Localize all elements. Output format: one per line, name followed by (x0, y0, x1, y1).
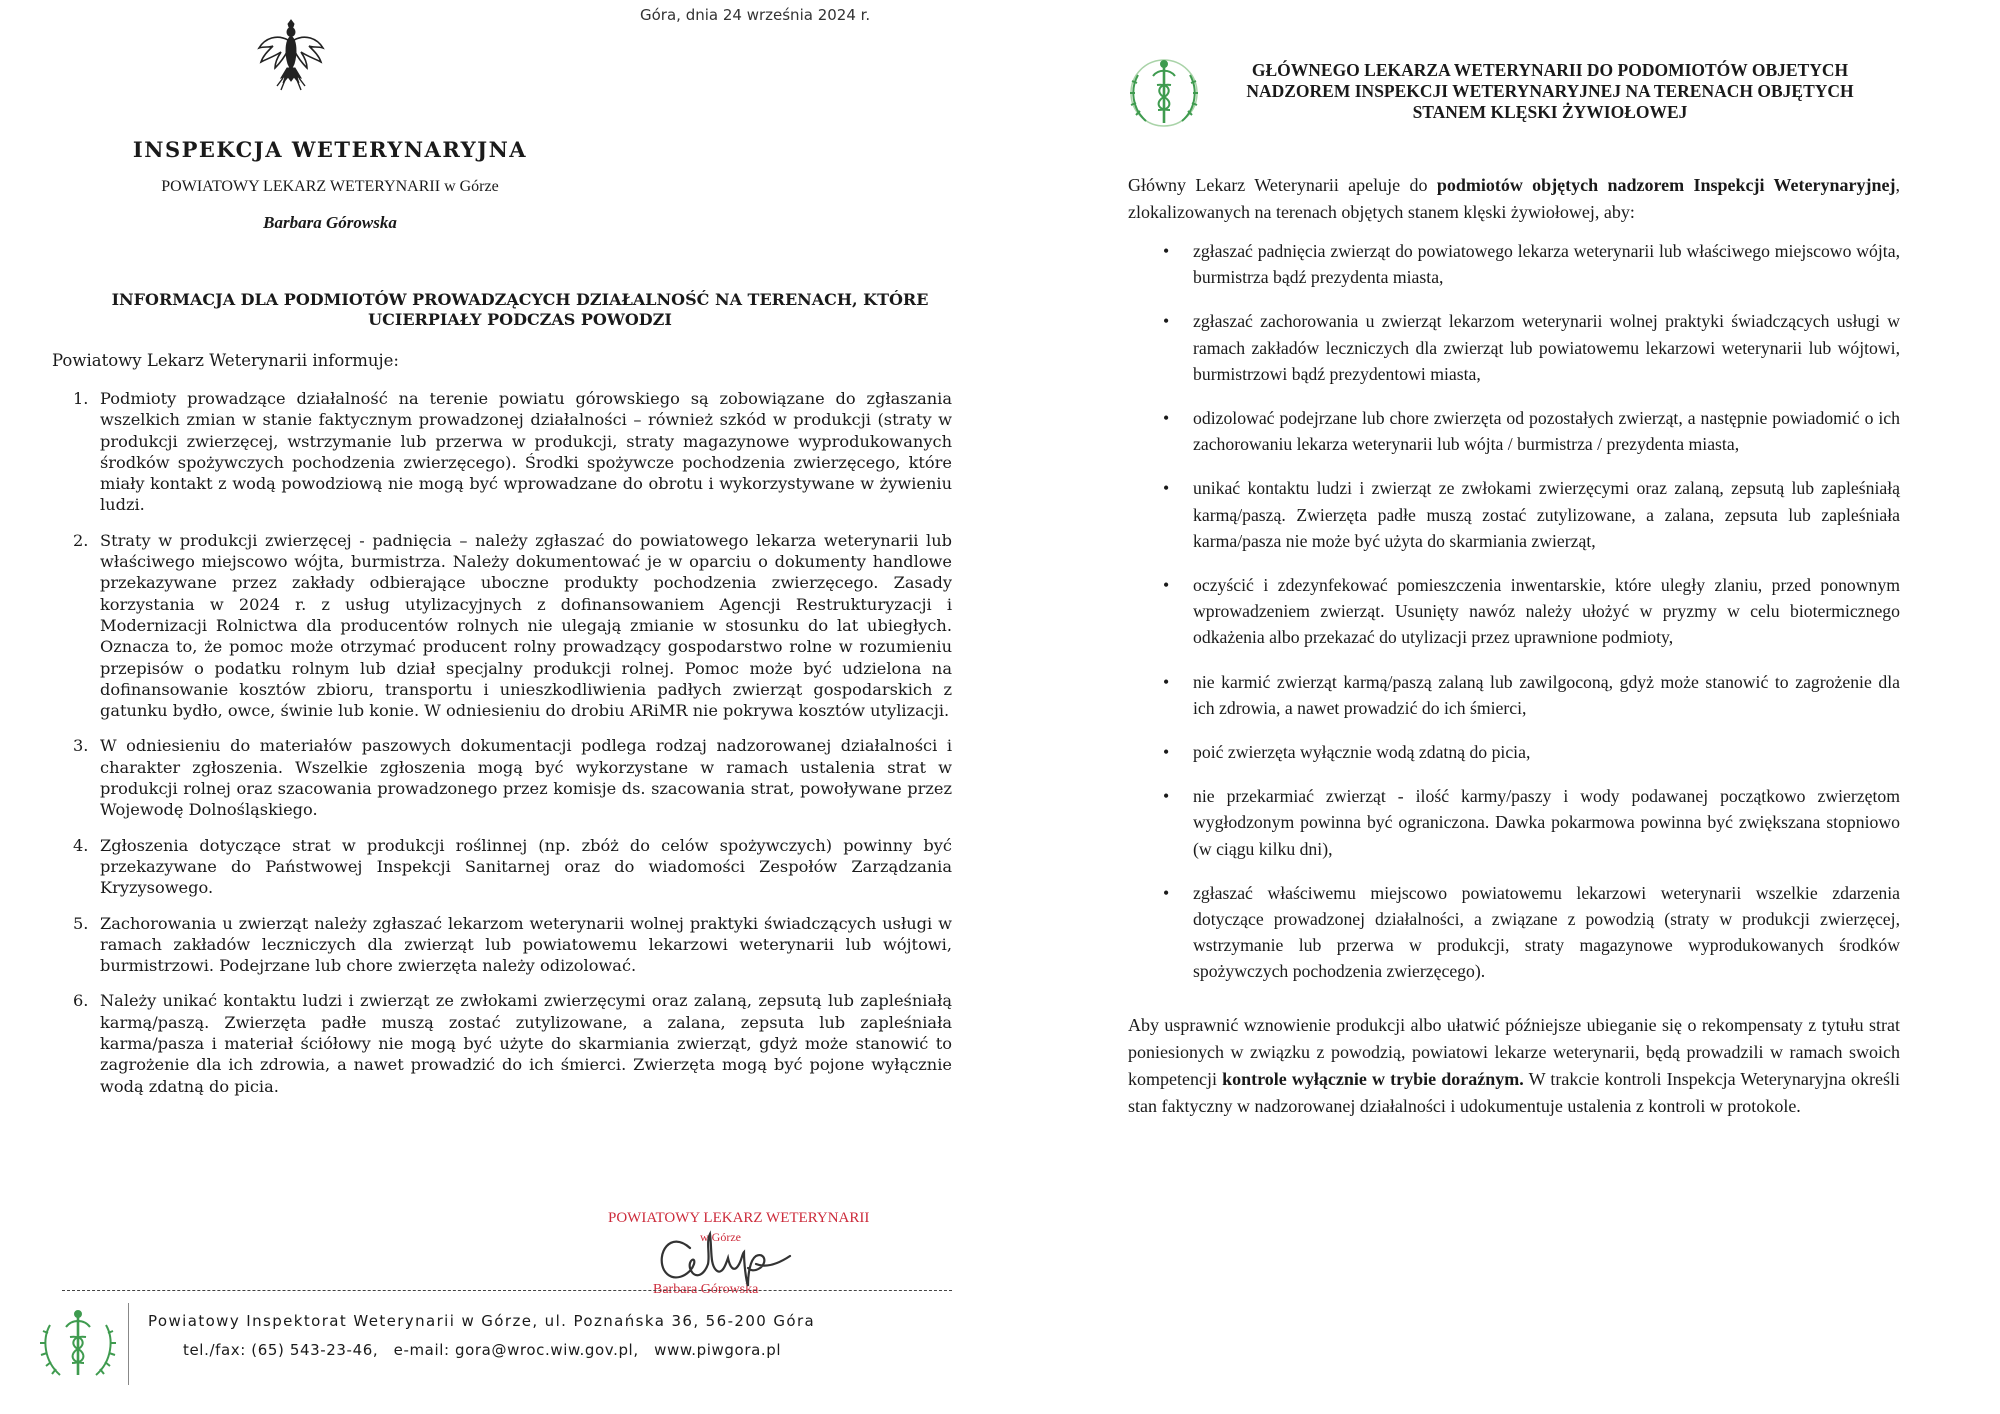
item-text: Należy unikać kontaktu ludzi i zwierząt ze zwłokami zwierzęcymi oraz zalaną, zepsutą lub zapleśniałą karmą/paszą. Zwierzęta padłe muszą zostać zutylizowane, a zalana, zepsuta lub zapleśniała karma/pasza i materiał ściółowy nie mogą być użyte do skarmiania zwierząt, gdyż może stanowić to zagrożenie dla ich zdrowia, a nawet prowadzić do ich śmierci. Zwierzęta mogą być pojone wyłącznie wodą zdatną do picia. (100, 991, 952, 1096)
bullet-item: • zgłaszać właściwemu miejscowo powiatowemu lekarzowi weterynarii wszelkie zdarzenia dotyczące prowadzonej działalności, a związane z powodzią (straty w produkcji zwierzęcej, wstrzymanie lub przerwa w produkcji, straty magazynowe wyprodukowanych środków spożywczych pochodzenia zwierzęcego). (1193, 880, 1900, 985)
closing-start: Aby usprawnić wznowienie produkcji albo ułatwić późniejsze ubieganie się o rekompensaty z tytułu strat poniesionych w związku z powodzią, powiatowi lekarze weterynarii, będą prowadzili w ramach swoich kompetencji (1128, 1015, 1900, 1089)
bullet-item: • nie przekarmiać zwierząt - ilość karmy/paszy i wody podawanej początkowo zwierzętom wygłodzonym powinna być ograniczona. Dawka pokarmowa powinna być zwiększana stopniowo (w ciągu kilku dni), (1193, 783, 1900, 862)
numbered-list (73, 388, 952, 1111)
list-item (73, 835, 952, 899)
intro-bold: podmiotów objętych nadzorem Inspekcji Weterynaryjnej (1436, 175, 1896, 195)
intro-start: Główny Lekarz Weterynarii apeluje do (1128, 175, 1437, 195)
list-item (73, 990, 952, 1096)
stamp-line-2: w Górze (700, 1230, 741, 1244)
stamp-line-3: Barbara Górowska (653, 1282, 759, 1297)
footer-email[interactable]: e-mail: gora@wroc.wiw.gov.pl, (393, 1341, 639, 1359)
list-item (73, 735, 952, 820)
official-stamp (608, 1210, 870, 1300)
footer-divider (62, 1290, 952, 1291)
bullet-item: • zgłaszać zachorowania u zwierząt lekarzom weterynarii wolnej praktyki świadczących usługi w ramach zakładów leczniczych dla zwierząt lub powiatowemu lekarzowi weterynarii lub wójtowi, burmistrzowi bądź prezydentowi miasta, (1193, 308, 1900, 387)
appeal-intro (1128, 172, 1900, 226)
item-text: Straty w produkcji zwierzęcej - padnięcia – należy zgłaszać do powiatowego lekarza weterynarii lub właściwego miejscowo wójta, burmistrza. Należy dokumentować je w oparciu o dokumenty handlowe przekazywane przez zakłady odbierające uboczne produkty pochodzenia zwierzęcego. Zasady korzystania w 2024 r. z usług utylizacyjnych z dofinansowaniem Agencji Restrukturyzacji i Modernizacji Rolnictwa dla producentów rolnych nie ulegają zmianie w stosunku do lat ubiegłych. Oznacza to, że pomoc może otrzymać producent rolny prowadzący gospodarstwo rolne w rozumieniu przepisów o podatku rolnym lub dział specjalny produkcji rolnej. Pomoc może być udzielona na dofinansowanie kosztów zbioru, transportu i unieszkodliwienia padłych zwierząt gospodarskich z gatunku bydło, owce, świnie lub konie. W odniesieniu do drobiu ARiMR nie pokrywa kosztów utylizacji. (100, 530, 952, 721)
bullet-list (1193, 238, 1900, 1003)
heading-line-2: UCIERPIAŁY PODCZAS POWODZI (368, 310, 672, 329)
item-number: 4. (73, 835, 89, 855)
item-number: 6. (73, 991, 89, 1011)
bullet-item: • oczyścić i zdezynfekować pomieszczenia inwentarskie, które uległy zlaniu, przed ponownym wprowadzeniem zwierząt. Usunięty nawóz należy ułożyć w pryzmy w celu biotermicznego odkażenia albo przekazać do utylizacji przez uprawnione podmioty, (1193, 572, 1900, 651)
item-text: Zgłoszenia dotyczące strat w produkcji roślinnej (np. zbóż do celów spożywczych) powinny być przekazywane do Państwowej Inspekcji Sanitarnej oraz do wiadomości Zespołów Zarządzania Kryzysowego. (100, 835, 952, 898)
officer-name: Barbara Górowska (263, 213, 397, 232)
heading-line-1: INFORMACJA DLA PODMIOTÓW PROWADZĄCYCH DZIAŁALNOŚĆ NA TERENACH, KTÓRE (111, 290, 929, 309)
title-line-2: NADZOREM INSPEKCJI WETERYNARYJNEJ NA TERENACH OBJĘTYCH (1246, 81, 1854, 101)
document-heading (70, 290, 970, 330)
veterinary-inspection-logo-icon (38, 1305, 118, 1385)
office-name: POWIATOWY LEKARZ WETERYNARII w Górze (161, 178, 499, 195)
right-document-page (1100, 0, 2000, 1414)
footer-separator (128, 1303, 129, 1385)
title-line-3: STANEM KLĘSKI ŻYWIOŁOWEJ (1412, 102, 1688, 122)
bullet-item: • zgłaszać padnięcia zwierząt do powiatowego lekarza weterynarii lub właściwego miejscowo wójta, burmistrza bądź prezydenta miasta, (1193, 238, 1900, 290)
list-item (73, 388, 952, 516)
item-text: Zachorowania u zwierząt należy zgłaszać lekarzom weterynarii wolnej praktyki świadczących usługi w ramach zakładów leczniczych dla zwierząt lub powiatowemu lekarzowi weterynarii lub wójtowi, burmistrzowi. Podejrzane lub chore zwierzęta należy odizolować. (100, 913, 952, 976)
item-number: 5. (73, 913, 89, 933)
item-number: 2. (73, 530, 89, 550)
handwritten-signature (650, 1220, 800, 1290)
intro-text: Powiatowy Lekarz Weterynarii informuje: (52, 351, 399, 370)
closing-end: W trakcie kontroli Inspekcja Weterynaryjna określi stan faktyczny w nadzorowanej działalności i udokumentuje ustalenia z kontroli w protokole. (1128, 1069, 1900, 1116)
footer-phone: tel./fax: (65) 543-23-46, (183, 1341, 379, 1359)
item-text: Podmioty prowadzące działalność na terenie powiatu górowskiego są zobowiązane do zgłaszania wszelkich zmian w stanie faktycznym prowadzonej działalności – również szkód w produkcji (straty w produkcji zwierzęcej, wstrzymanie lub przerwa w produkcji, straty magazynowe wyprodukowanych środków spożywczych pochodzenia zwierzęcego). Środki spożywcze pochodzenia zwierzęcego, które miały kontakt z wodą powodziową nie mogą być wprowadzane do obrotu i wykorzystywane w żywieniu ludzi. (100, 389, 952, 515)
footer-contact (183, 1341, 791, 1359)
closing-paragraph (1128, 1012, 1900, 1120)
veterinary-inspection-logo-icon (1128, 55, 1200, 129)
stamp-line-1: POWIATOWY LEKARZ WETERYNARII (608, 1210, 870, 1226)
bullet-item: • odizolować podejrzane lub chore zwierzęta od pozostałych zwierząt, a następnie powiadomić o ich zachorowaniu lekarza weterynarii lub wójta / burmistrza / prezydenta miasta, (1193, 405, 1900, 457)
title-line-1: GŁÓWNEGO LEKARZA WETERYNARII DO PODOMIOTÓW OBJETYCH (1251, 60, 1849, 80)
closing-bold: kontrole wyłącznie w trybie doraźnym. (1222, 1069, 1524, 1089)
item-number: 1. (73, 389, 89, 408)
footer-address: Powiatowy Inspektorat Weterynarii w Górze, ul. Poznańska 36, 56-200 Góra (148, 1312, 816, 1330)
footer-website[interactable]: www.piwgora.pl (654, 1341, 782, 1359)
eagle-emblem-icon (255, 18, 327, 94)
item-text: W odniesieniu do materiałów paszowych dokumentacji podlega rodzaj nadzorowanej działalności i charakter zgłoszenia. Wszelkie zgłoszenia mogą być wykorzystane w ramach ustalenia strat w produkcji rolnej oraz szacowania prowadzonego przez komisje ds. szacowania strat, powoływane przez Wojewodę Dolnośląskiego. (100, 736, 952, 820)
list-item (73, 913, 952, 977)
bullet-item: • poić zwierzęta wyłącznie wodą zdatną do picia, (1193, 739, 1900, 765)
intro-end: , zlokalizowanych na terenach objętych stanem klęski żywiołowej, aby: (1128, 175, 1900, 222)
inspectorate-title: INSPEKCJA WETERYNARYJNA (132, 137, 528, 162)
appeal-title (1200, 60, 1900, 123)
list-item (73, 530, 952, 722)
item-number: 3. (73, 736, 89, 756)
document-date: Góra, dnia 24 września 2024 r. (640, 6, 871, 24)
bullet-item: • nie karmić zwierząt karmą/paszą zalaną lub zawilgoconą, gdyż może stanowić to zagrożenie dla ich zdrowia, a nawet prowadzić do ich śmierci, (1193, 669, 1900, 721)
bullet-item: • unikać kontaktu ludzi i zwierząt ze zwłokami zwierzęcymi oraz zalaną, zepsutą lub zapleśniałą karmą/paszą. Zwierzęta padłe muszą zostać zutylizowane, a zalana, zepsuta lub zapleśniała karma/pasza nie może być użyta do skarmiania zwierząt, (1193, 475, 1900, 554)
